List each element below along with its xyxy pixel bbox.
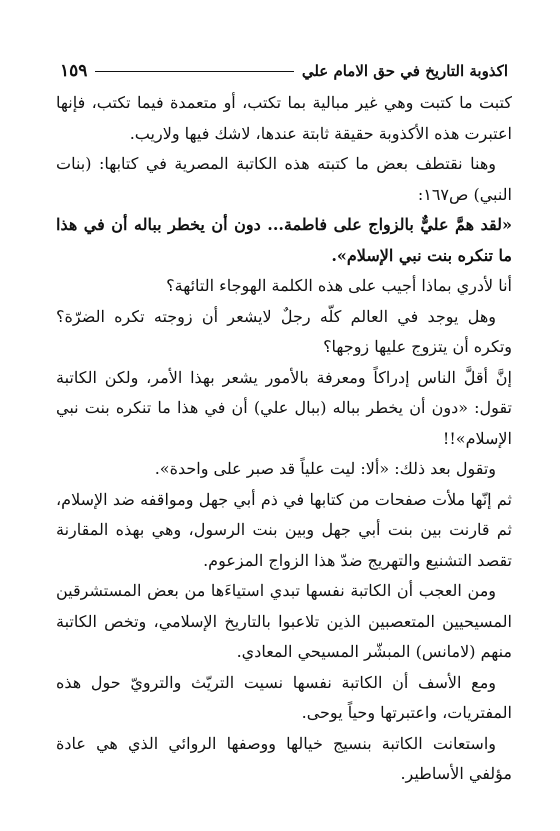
paragraph: إنَّ أقلَّ الناس إدراكاً ومعرفة بالأمور يشعر بهذا الأمر، ولكن الكاتبة تقول: «دون أن يخطر بباله (ببال علي) أن في هذا ما تنكره بنت نبي الإسلام»!! bbox=[56, 367, 512, 448]
paragraph: أنا لأدري بماذا أجيب على هذه الكلمة الهوجاء التائهة؟ bbox=[166, 276, 512, 295]
header-rule bbox=[95, 71, 293, 72]
paragraph: ثم إنّها ملأت صفحات من كتابها في ذم أبي جهل ومواقفه ضد الإسلام، ثم قارنت بين بنت أبي جهل وبين بنت الرسول، وهي بهذه المقارنة تقصد التشنيع والتهريج ضدّ هذا الزواج المزعوم. bbox=[56, 489, 512, 570]
page-header bbox=[60, 58, 508, 84]
paragraph: ومع الأسف أن الكاتبة نفسها نسيت التريّث والترويّ حول هذه المفتريات، واعتبرتها وحياً يوحى. bbox=[56, 672, 512, 722]
quote-paragraph: «لقد همَّ عليٌّ بالزواج على فاطمة... دون أن يخطر بباله أن في هذا ما تنكره بنت نبي الإسلام». bbox=[56, 215, 512, 265]
paragraph: وهل يوجد في العالم كلّه رجلٌ لايشعر أن زوجته تكره الضرّة؟ وتكره أن يتزوج عليها زوجها؟ bbox=[56, 306, 512, 356]
paragraph: وهنا نقتطف بعض ما كتبته هذه الكاتبة المصرية في كتابها: (بنات النبي) ص١٦٧: bbox=[56, 154, 512, 204]
paragraph: ومن العجب أن الكاتبة نفسها تبدي استياءَها من بعض المستشرقين المسيحيين المتعصبين الذين تلاعبوا بالتاريخ الإسلامي، وتخص الكاتبة منهم (لامانس) المبشّر المسيحي المعادي. bbox=[56, 581, 512, 661]
paragraph: واستعانت الكاتبة بنسيج خيالها ووصفها الروائي الذي هي عادة مؤلفي الأساطير. bbox=[56, 733, 512, 783]
page-body bbox=[56, 88, 512, 790]
paragraph: وتقول بعد ذلك: «ألا: ليت علياً قد صبر على واحدة». bbox=[154, 459, 496, 478]
page-number: ١٥٩ bbox=[60, 61, 88, 81]
paragraph: كتبت ما كتبت وهي غير مبالية بما تكتب، أو متعمدة فيما تكتب، فإنها اعتبرت هذه الأكذوبة حقيقة ثابتة عندها، لاشك فيها ولاريب. bbox=[56, 93, 512, 143]
running-title: اكذوبة التاريخ في حق الامام علي bbox=[301, 62, 508, 80]
